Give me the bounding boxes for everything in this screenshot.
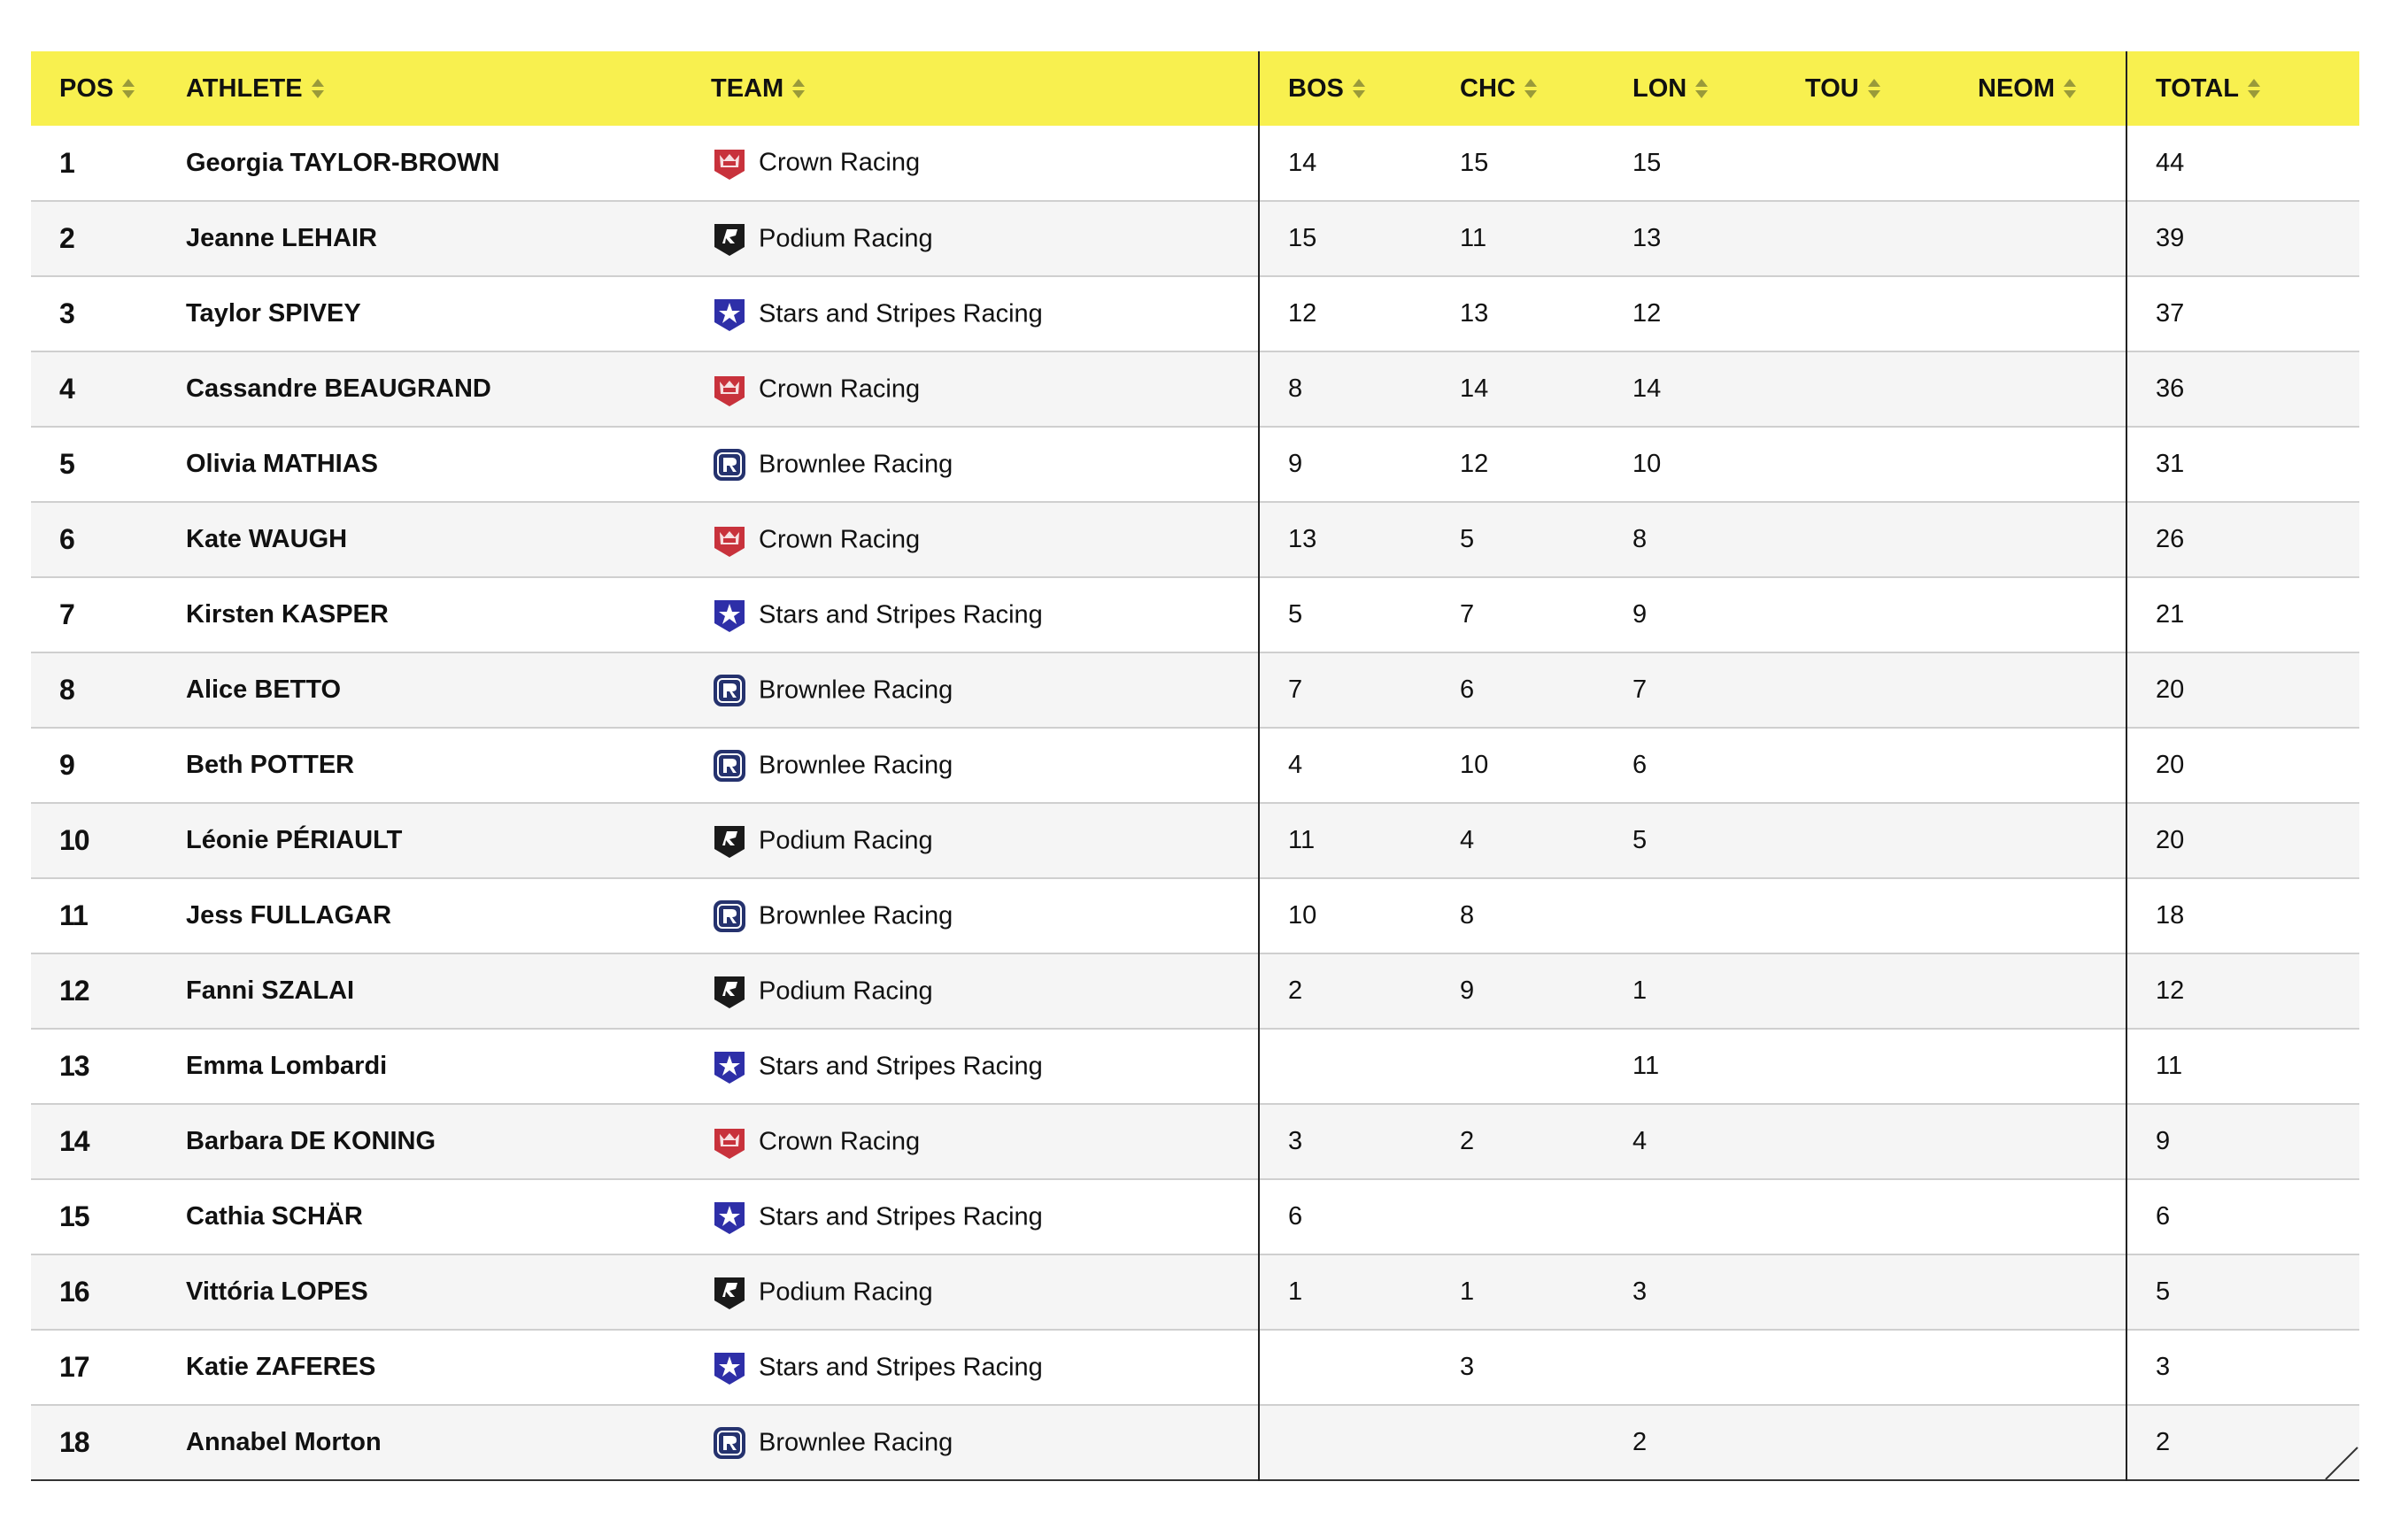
- bos-points: 12: [1288, 299, 1317, 328]
- total-points: 11: [2156, 1052, 2183, 1080]
- lon-points: 6: [1632, 751, 1648, 779]
- tou-points: [1777, 351, 1949, 427]
- lon-points: 11: [1632, 1052, 1660, 1080]
- team-cell[interactable]: [683, 803, 1259, 878]
- standings-table-body: [31, 126, 2359, 1480]
- column-header-lon[interactable]: LON: [1604, 51, 1777, 126]
- lon-points: 8: [1632, 525, 1648, 553]
- tou-points: [1777, 1104, 1949, 1179]
- team-cell[interactable]: [683, 276, 1259, 351]
- tou-points: [1777, 1029, 1949, 1104]
- lon-points: 7: [1632, 675, 1648, 704]
- table-row[interactable]: [31, 652, 2359, 728]
- team-name: Brownlee Racing: [759, 1428, 953, 1456]
- team-cell[interactable]: [683, 1029, 1259, 1104]
- team-cell[interactable]: [683, 652, 1259, 728]
- position-cell: 1: [59, 146, 74, 179]
- tou-points: [1777, 1254, 1949, 1330]
- column-header-chc[interactable]: CHC: [1432, 51, 1604, 126]
- team-name: Podium Racing: [759, 1277, 933, 1306]
- lon-points: 14: [1632, 374, 1662, 403]
- column-header-pos[interactable]: POS: [31, 51, 158, 126]
- team-name: Crown Racing: [759, 148, 921, 177]
- chc-points: 2: [1460, 1127, 1475, 1155]
- neom-points: [1949, 577, 2126, 652]
- team-name: Stars and Stripes Racing: [759, 1202, 1043, 1231]
- tou-points: [1777, 878, 1949, 953]
- athlete-name[interactable]: Fanni SZALAI: [186, 976, 355, 1005]
- chc-points: [1432, 1405, 1604, 1480]
- position-cell: 2: [59, 222, 74, 254]
- tou-points: [1777, 803, 1949, 878]
- team-name: Stars and Stripes Racing: [759, 600, 1043, 629]
- team-cell[interactable]: [683, 502, 1259, 577]
- total-points: 12: [2156, 976, 2185, 1005]
- neom-points: [1949, 1179, 2126, 1254]
- team-name: Brownlee Racing: [759, 450, 953, 478]
- table-row[interactable]: [31, 1330, 2359, 1405]
- position-cell: 9: [59, 749, 74, 781]
- sort-icon[interactable]: [792, 76, 805, 101]
- team-cell[interactable]: [683, 1104, 1259, 1179]
- sort-icon[interactable]: [2248, 76, 2260, 101]
- podium-racing-logo-icon: [711, 973, 748, 1010]
- position-cell: 3: [59, 297, 74, 329]
- sort-icon[interactable]: [1695, 76, 1708, 101]
- chc-points: 1: [1460, 1277, 1475, 1306]
- position-cell: 15: [59, 1200, 89, 1232]
- neom-points: [1949, 728, 2126, 803]
- neom-points: [1949, 953, 2126, 1029]
- brownlee-racing-logo-icon: [711, 672, 748, 709]
- athlete-name[interactable]: Léonie PÉRIAULT: [186, 826, 403, 854]
- neom-points: [1949, 1254, 2126, 1330]
- bos-points: [1259, 1330, 1432, 1405]
- sort-icon[interactable]: [2064, 76, 2076, 101]
- table-row[interactable]: [31, 953, 2359, 1029]
- bos-points: 13: [1288, 525, 1317, 553]
- corner-decoration-icon: [2324, 1446, 2359, 1481]
- position-cell: 16: [59, 1276, 89, 1308]
- lon-points: 9: [1632, 600, 1648, 629]
- column-header-team[interactable]: TEAM: [683, 51, 1259, 126]
- chc-points: 13: [1460, 299, 1489, 328]
- team-cell[interactable]: [683, 351, 1259, 427]
- stars-and-stripes-racing-logo-icon: [711, 1199, 748, 1236]
- crown-racing-logo-icon: [711, 371, 748, 408]
- lon-points: [1604, 1179, 1777, 1254]
- bos-points: 8: [1288, 374, 1303, 403]
- lon-points: 3: [1632, 1277, 1648, 1306]
- team-cell[interactable]: [683, 577, 1259, 652]
- chc-points: 4: [1460, 826, 1475, 854]
- total-points: 20: [2156, 751, 2185, 779]
- tou-points: [1777, 427, 1949, 502]
- athlete-name[interactable]: Beth POTTER: [186, 751, 355, 779]
- bos-points: 6: [1288, 1202, 1303, 1231]
- athlete-name[interactable]: Vittória LOPES: [186, 1277, 368, 1306]
- chc-points: 3: [1460, 1353, 1475, 1381]
- position-cell: 18: [59, 1426, 89, 1458]
- tou-points: [1777, 1330, 1949, 1405]
- total-points: 18: [2156, 901, 2185, 930]
- neom-points: [1949, 652, 2126, 728]
- chc-points: [1432, 1179, 1604, 1254]
- athlete-name[interactable]: Cathia SCHÄR: [186, 1202, 363, 1231]
- total-points: 3: [2156, 1353, 2171, 1381]
- chc-points: 9: [1460, 976, 1475, 1005]
- crown-racing-logo-icon: [711, 521, 748, 559]
- table-row[interactable]: [31, 201, 2359, 276]
- sort-icon[interactable]: [1868, 76, 1880, 101]
- neom-points: [1949, 1104, 2126, 1179]
- athlete-name[interactable]: Alice BETTO: [186, 675, 342, 704]
- team-cell[interactable]: [683, 953, 1259, 1029]
- column-header-bos[interactable]: BOS: [1259, 51, 1432, 126]
- lon-points: 13: [1632, 224, 1662, 252]
- total-points: 39: [2156, 224, 2185, 252]
- team-cell[interactable]: [683, 878, 1259, 953]
- bos-points: 7: [1288, 675, 1303, 704]
- sort-icon[interactable]: [312, 76, 324, 101]
- lon-points: 10: [1632, 450, 1662, 478]
- sort-icon[interactable]: [1524, 76, 1537, 101]
- column-header-tou[interactable]: TOU: [1777, 51, 1949, 126]
- team-name: Stars and Stripes Racing: [759, 1052, 1043, 1080]
- position-cell: 10: [59, 824, 89, 856]
- tou-points: [1777, 201, 1949, 276]
- neom-points: [1949, 126, 2126, 201]
- neom-points: [1949, 1405, 2126, 1480]
- total-points: 20: [2156, 826, 2185, 854]
- position-cell: 8: [59, 674, 74, 706]
- tou-points: [1777, 728, 1949, 803]
- brownlee-racing-logo-icon: [711, 747, 748, 784]
- total-points: 20: [2156, 675, 2185, 704]
- position-cell: 13: [59, 1050, 89, 1082]
- neom-points: [1949, 427, 2126, 502]
- team-name: Podium Racing: [759, 224, 933, 252]
- team-cell[interactable]: [683, 201, 1259, 276]
- athlete-name[interactable]: Jess FULLAGAR: [186, 901, 392, 930]
- neom-points: [1949, 201, 2126, 276]
- team-cell[interactable]: [683, 728, 1259, 803]
- total-points: 6: [2156, 1202, 2171, 1231]
- neom-points: [1949, 351, 2126, 427]
- position-cell: 11: [59, 899, 88, 931]
- bos-points: 11: [1288, 826, 1316, 854]
- chc-points: 8: [1460, 901, 1475, 930]
- bos-points: 4: [1288, 751, 1303, 779]
- athlete-name[interactable]: Cassandre BEAUGRAND: [186, 374, 491, 403]
- chc-points: 11: [1460, 224, 1487, 252]
- athlete-name[interactable]: Jeanne LEHAIR: [186, 224, 377, 252]
- team-name: Podium Racing: [759, 826, 933, 854]
- neom-points: [1949, 1330, 2126, 1405]
- total-points: 36: [2156, 374, 2185, 403]
- chc-points: 12: [1460, 450, 1489, 478]
- podium-racing-logo-icon: [711, 1274, 748, 1311]
- position-cell: 6: [59, 523, 74, 555]
- neom-points: [1949, 502, 2126, 577]
- tou-points: [1777, 652, 1949, 728]
- total-points: 26: [2156, 525, 2185, 553]
- team-name: Stars and Stripes Racing: [759, 1353, 1043, 1381]
- chc-points: 7: [1460, 600, 1475, 629]
- athlete-name[interactable]: Emma Lombardi: [186, 1052, 388, 1080]
- tou-points: [1777, 502, 1949, 577]
- tou-points: [1777, 126, 1949, 201]
- position-cell: 7: [59, 598, 74, 630]
- neom-points: [1949, 1029, 2126, 1104]
- position-cell: 5: [59, 448, 74, 480]
- team-name: Brownlee Racing: [759, 751, 953, 779]
- stars-and-stripes-racing-logo-icon: [711, 597, 748, 634]
- table-row[interactable]: [31, 126, 2359, 201]
- brownlee-racing-logo-icon: [711, 446, 748, 483]
- athlete-name[interactable]: Annabel Morton: [186, 1428, 382, 1456]
- sort-icon[interactable]: [122, 76, 135, 101]
- team-cell[interactable]: [683, 126, 1259, 201]
- team-name: Brownlee Racing: [759, 901, 953, 930]
- brownlee-racing-logo-icon: [711, 898, 748, 935]
- chc-points: [1432, 1029, 1604, 1104]
- chc-points: 15: [1460, 148, 1489, 177]
- position-cell: 4: [59, 373, 74, 405]
- team-cell[interactable]: [683, 1179, 1259, 1254]
- podium-racing-logo-icon: [711, 822, 748, 860]
- table-row[interactable]: [31, 427, 2359, 502]
- bos-points: 14: [1288, 148, 1317, 177]
- team-name: Brownlee Racing: [759, 675, 953, 704]
- table-row[interactable]: [31, 577, 2359, 652]
- tou-points: [1777, 276, 1949, 351]
- lon-points: 1: [1632, 976, 1648, 1005]
- chc-points: 10: [1460, 751, 1489, 779]
- standings-table: [31, 51, 2359, 1481]
- crown-racing-logo-icon: [711, 1123, 748, 1161]
- athlete-name[interactable]: Georgia TAYLOR-BROWN: [186, 148, 500, 177]
- bos-points: 2: [1288, 976, 1303, 1005]
- table-row[interactable]: [31, 1254, 2359, 1330]
- tou-points: [1777, 1405, 1949, 1480]
- athlete-name[interactable]: Katie ZAFERES: [186, 1353, 376, 1381]
- stars-and-stripes-racing-logo-icon: [711, 1048, 748, 1085]
- neom-points: [1949, 878, 2126, 953]
- table-row[interactable]: [31, 878, 2359, 953]
- total-points: 37: [2156, 299, 2185, 328]
- chc-points: 5: [1460, 525, 1475, 553]
- total-points: 2: [2156, 1428, 2171, 1456]
- team-name: Podium Racing: [759, 976, 933, 1005]
- table-row[interactable]: [31, 1179, 2359, 1254]
- lon-points: 5: [1632, 826, 1648, 854]
- lon-points: [1604, 878, 1777, 953]
- bos-points: 1: [1288, 1277, 1303, 1306]
- brownlee-racing-logo-icon: [711, 1424, 748, 1462]
- position-cell: 14: [59, 1125, 89, 1157]
- athlete-name[interactable]: Olivia MATHIAS: [186, 450, 378, 478]
- table-row[interactable]: [31, 1405, 2359, 1480]
- sort-icon[interactable]: [1353, 76, 1365, 101]
- athlete-name[interactable]: Taylor SPIVEY: [186, 299, 361, 328]
- table-row[interactable]: [31, 276, 2359, 351]
- table-row[interactable]: [31, 502, 2359, 577]
- table-row[interactable]: [31, 351, 2359, 427]
- total-points: 5: [2156, 1277, 2171, 1306]
- table-row[interactable]: [31, 803, 2359, 878]
- table-row[interactable]: [31, 728, 2359, 803]
- bos-points: 10: [1288, 901, 1317, 930]
- athlete-name[interactable]: Barbara DE KONING: [186, 1127, 436, 1155]
- bos-points: 3: [1288, 1127, 1303, 1155]
- standings-table-container: [31, 51, 2359, 1481]
- table-header-row: [31, 51, 2359, 126]
- column-header-athlete[interactable]: ATHLETE: [158, 51, 683, 126]
- team-name: Crown Racing: [759, 374, 921, 403]
- team-name: Stars and Stripes Racing: [759, 299, 1043, 328]
- total-points: 9: [2156, 1127, 2171, 1155]
- stars-and-stripes-racing-logo-icon: [711, 296, 748, 333]
- team-cell[interactable]: [683, 427, 1259, 502]
- athlete-name[interactable]: Kate WAUGH: [186, 525, 348, 553]
- bos-points: 9: [1288, 450, 1303, 478]
- team-cell[interactable]: [683, 1405, 1259, 1480]
- bos-points: 5: [1288, 600, 1303, 629]
- lon-points: [1604, 1330, 1777, 1405]
- column-header-total[interactable]: TOTAL: [2126, 51, 2359, 126]
- total-points: 21: [2156, 600, 2185, 629]
- position-cell: 17: [59, 1351, 89, 1383]
- tou-points: [1777, 1179, 1949, 1254]
- team-name: Crown Racing: [759, 1127, 921, 1155]
- team-cell[interactable]: [683, 1254, 1259, 1330]
- tou-points: [1777, 577, 1949, 652]
- podium-racing-logo-icon: [711, 220, 748, 258]
- team-cell[interactable]: [683, 1330, 1259, 1405]
- neom-points: [1949, 276, 2126, 351]
- lon-points: 12: [1632, 299, 1662, 328]
- lon-points: 4: [1632, 1127, 1648, 1155]
- crown-racing-logo-icon: [711, 144, 748, 181]
- athlete-name[interactable]: Kirsten KASPER: [186, 600, 389, 629]
- tou-points: [1777, 953, 1949, 1029]
- table-row[interactable]: [31, 1029, 2359, 1104]
- neom-points: [1949, 803, 2126, 878]
- lon-points: 2: [1632, 1428, 1648, 1456]
- total-points: 44: [2156, 148, 2185, 177]
- position-cell: 12: [59, 975, 89, 1007]
- bos-points: [1259, 1029, 1432, 1104]
- table-row[interactable]: [31, 1104, 2359, 1179]
- chc-points: 6: [1460, 675, 1475, 704]
- team-name: Crown Racing: [759, 525, 921, 553]
- lon-points: 15: [1632, 148, 1662, 177]
- chc-points: 14: [1460, 374, 1489, 403]
- stars-and-stripes-racing-logo-icon: [711, 1349, 748, 1386]
- total-points: 31: [2156, 450, 2185, 478]
- column-header-neom[interactable]: NEOM: [1949, 51, 2126, 126]
- bos-points: 15: [1288, 224, 1317, 252]
- bos-points: [1259, 1405, 1432, 1480]
